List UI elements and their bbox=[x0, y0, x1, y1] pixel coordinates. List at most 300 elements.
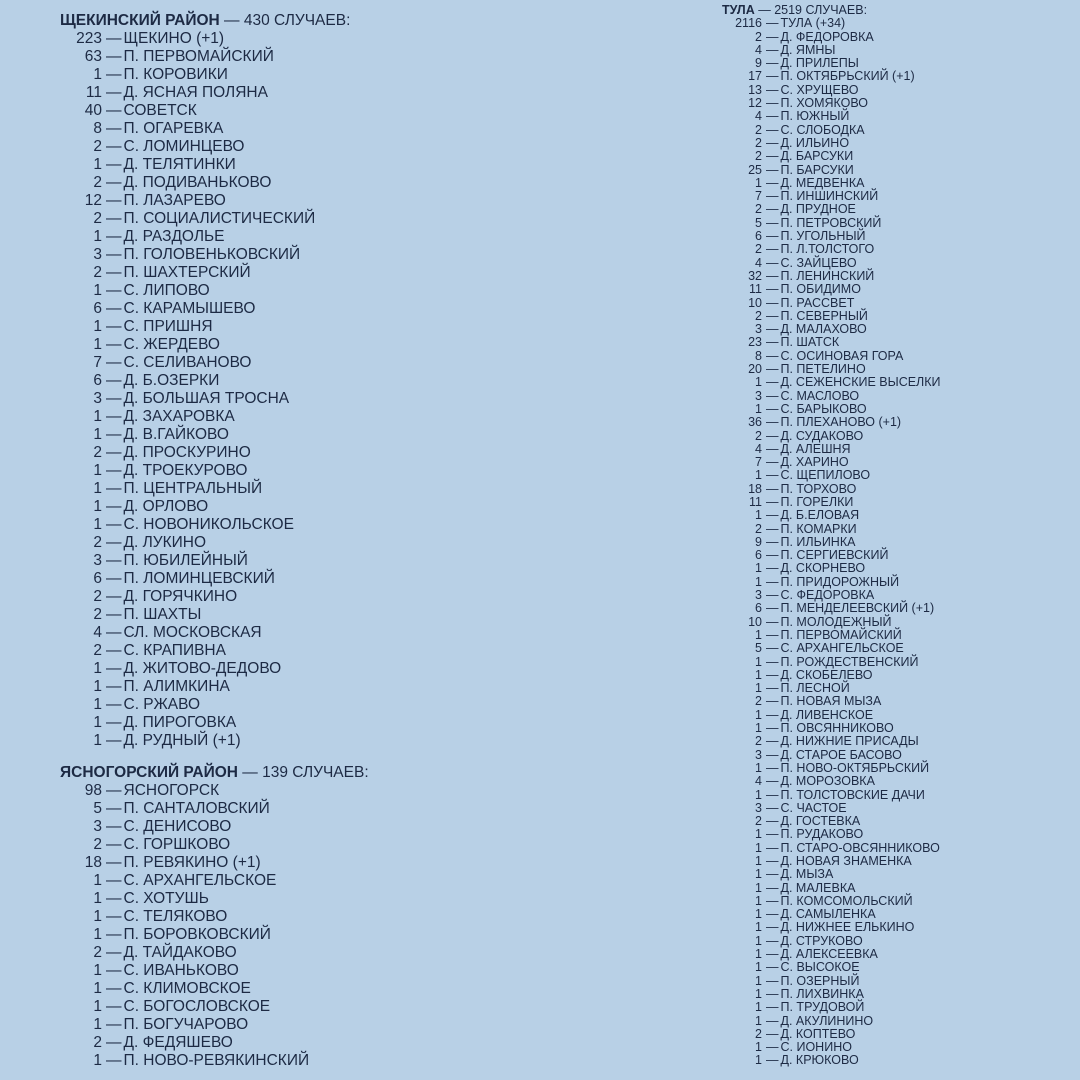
locality-name: Д. ОРЛОВО bbox=[123, 498, 209, 515]
case-count: 7 bbox=[755, 189, 762, 204]
case-count: 1 bbox=[93, 998, 102, 1015]
locality-row bbox=[722, 270, 1072, 283]
locality-name: ТУЛА (+34) bbox=[780, 16, 846, 31]
case-count: 1 bbox=[755, 960, 762, 975]
locality-name: С. БОГОСЛОВСКОЕ bbox=[123, 998, 271, 1015]
case-count: 1 bbox=[93, 408, 102, 425]
locality-name: П. ОЗЕРНЫЙ bbox=[780, 973, 860, 988]
locality-row bbox=[60, 228, 660, 246]
separator-dash: — bbox=[766, 973, 779, 988]
separator-dash: — bbox=[766, 707, 779, 722]
separator-dash: — bbox=[766, 16, 779, 31]
case-count: 1 bbox=[93, 962, 102, 979]
case-count: 10 bbox=[748, 614, 762, 629]
separator-dash: — bbox=[106, 872, 122, 889]
locality-row bbox=[60, 120, 660, 138]
case-count: 2 bbox=[755, 135, 762, 150]
case-count: 1 bbox=[755, 561, 762, 576]
case-count: 6 bbox=[755, 229, 762, 244]
locality-name: Д. В.ГАЙКОВО bbox=[123, 426, 229, 443]
locality-row bbox=[60, 102, 660, 120]
case-count: 1 bbox=[93, 282, 102, 299]
separator-dash: — bbox=[766, 854, 779, 868]
case-count: 1 bbox=[93, 732, 102, 749]
locality-name: С. БАРЫКОВО bbox=[780, 401, 867, 416]
locality-name: Д. ХАРИНО bbox=[780, 455, 849, 470]
case-count: 1 bbox=[755, 401, 762, 416]
locality-row bbox=[60, 534, 660, 552]
locality-row bbox=[60, 354, 660, 372]
separator-dash: — bbox=[766, 521, 779, 536]
case-count: 20 bbox=[748, 362, 762, 377]
locality-name: П. ОБИДИМО bbox=[780, 282, 861, 297]
case-count: 1 bbox=[755, 787, 762, 802]
locality-row bbox=[722, 70, 1072, 83]
locality-name: С. ОСИНОВАЯ ГОРА bbox=[780, 348, 904, 363]
case-count: 6 bbox=[93, 372, 102, 389]
locality-row bbox=[60, 156, 660, 174]
locality-name: Д. РУДНЫЙ (+1) bbox=[123, 732, 241, 749]
case-count: 4 bbox=[93, 624, 102, 641]
locality-name: С. АРХАНГЕЛЬСКОЕ bbox=[780, 641, 904, 656]
case-count: 2 bbox=[93, 1034, 102, 1051]
case-count: 1 bbox=[93, 66, 102, 83]
locality-row bbox=[722, 190, 1072, 203]
locality-name: П. ПЕТРОВСКИЙ bbox=[780, 215, 882, 230]
case-count: 223 bbox=[76, 30, 102, 47]
locality-row bbox=[722, 84, 1072, 97]
locality-row bbox=[722, 935, 1072, 948]
locality-name: Д. АЛЕКСЕЕВКА bbox=[780, 947, 878, 962]
locality-row bbox=[722, 217, 1072, 230]
separator-dash: — bbox=[106, 192, 122, 209]
case-count: 4 bbox=[755, 774, 762, 789]
locality-name: Д. ГОРЯЧКИНО bbox=[123, 588, 238, 605]
case-count: 2 bbox=[755, 29, 762, 44]
case-count: 12 bbox=[84, 192, 102, 209]
case-count: 2 bbox=[755, 242, 762, 257]
locality-row bbox=[60, 800, 660, 818]
case-count: 1 bbox=[93, 660, 102, 677]
separator-dash: — bbox=[766, 1000, 779, 1015]
locality-row bbox=[722, 988, 1072, 1001]
case-count: 6 bbox=[755, 601, 762, 616]
locality-row bbox=[722, 562, 1072, 575]
separator-dash: — bbox=[766, 69, 779, 84]
case-count: 3 bbox=[755, 322, 762, 337]
case-count: 1 bbox=[755, 681, 762, 696]
case-count: 1 bbox=[93, 1016, 102, 1033]
case-count: 8 bbox=[93, 120, 102, 137]
locality-row bbox=[722, 31, 1072, 44]
case-count: 1 bbox=[755, 667, 762, 682]
locality-name: П. СОЦИАЛИСТИЧЕСКИЙ bbox=[123, 210, 316, 227]
locality-row bbox=[722, 948, 1072, 961]
region-header bbox=[60, 764, 660, 782]
case-count: 1 bbox=[755, 375, 762, 390]
separator-dash: — bbox=[766, 82, 779, 97]
locality-row bbox=[60, 372, 660, 390]
locality-name: П. РАССВЕТ bbox=[780, 295, 855, 310]
locality-row bbox=[60, 390, 660, 408]
separator-dash: — bbox=[106, 588, 122, 605]
separator-dash: — bbox=[766, 588, 779, 603]
locality-row bbox=[60, 84, 660, 102]
separator-dash: — bbox=[106, 660, 122, 677]
case-count: 1 bbox=[93, 498, 102, 515]
locality-name: Д. МАЛЕВКА bbox=[780, 880, 856, 895]
locality-row bbox=[722, 416, 1072, 429]
locality-row bbox=[722, 509, 1072, 522]
region-name: ТУЛА bbox=[722, 3, 755, 17]
separator-dash: — bbox=[766, 880, 779, 895]
separator-dash: — bbox=[106, 210, 122, 227]
case-count: 1 bbox=[755, 827, 762, 842]
separator-dash: — bbox=[766, 641, 779, 656]
locality-name: Д. ЯМНЫ bbox=[780, 42, 836, 57]
locality-name: П. СТАРО-ОВСЯННИКОВО bbox=[780, 840, 940, 855]
locality-name: С. ИВАНЬКОВО bbox=[123, 962, 239, 979]
separator-dash: — bbox=[766, 893, 779, 908]
case-count: 1 bbox=[755, 907, 762, 922]
locality-name: С. ХРУЩЕВО bbox=[780, 82, 859, 97]
locality-name: Д. АКУЛИНИНО bbox=[780, 1013, 874, 1028]
case-count: 1 bbox=[755, 721, 762, 736]
locality-row bbox=[722, 1054, 1072, 1067]
locality-name: С. ТЕЛЯКОВО bbox=[123, 908, 228, 925]
locality-name: С. ФЕДОРОВКА bbox=[780, 588, 875, 603]
separator-dash: — bbox=[766, 907, 779, 922]
separator-dash: — bbox=[106, 84, 122, 101]
locality-row bbox=[60, 1052, 660, 1070]
locality-name: С. ХОТУШЬ bbox=[123, 890, 209, 907]
locality-row bbox=[722, 496, 1072, 509]
case-count: 3 bbox=[755, 388, 762, 403]
region-name: ЯСНОГОРСКИЙ РАЙОН bbox=[60, 764, 238, 781]
locality-name: С. КАРАМЫШЕВО bbox=[123, 300, 256, 317]
locality-name: Д. ТЕЛЯТИНКИ bbox=[123, 156, 236, 173]
separator-dash: — bbox=[106, 390, 122, 407]
case-count: 8 bbox=[755, 348, 762, 363]
locality-name: Д. ЖИТОВО-ДЕДОВО bbox=[123, 660, 282, 677]
case-count: 11 bbox=[85, 84, 102, 101]
locality-name: С. СЛОБОДКА bbox=[780, 122, 865, 137]
locality-row bbox=[60, 318, 660, 336]
case-count: 1 bbox=[755, 1013, 762, 1028]
case-count: 2 bbox=[93, 174, 102, 191]
case-count: 3 bbox=[755, 588, 762, 603]
locality-row bbox=[60, 1016, 660, 1034]
case-count: 17 bbox=[748, 69, 762, 84]
locality-row bbox=[60, 336, 660, 354]
case-count: 40 bbox=[84, 102, 102, 119]
locality-name: П. ГОРЕЛКИ bbox=[780, 494, 854, 509]
case-count: 11 bbox=[749, 282, 762, 297]
locality-name: С. ДЕНИСОВО bbox=[123, 818, 232, 835]
separator-dash: — bbox=[106, 714, 122, 731]
locality-name: П. ПЕРВОМАЙСКИЙ bbox=[123, 48, 274, 65]
locality-row bbox=[60, 714, 660, 732]
case-count: 1 bbox=[93, 462, 102, 479]
locality-name: С. МАСЛОВО bbox=[780, 388, 860, 403]
locality-name: ЯСНОГОРСК bbox=[123, 782, 220, 799]
separator-dash: — bbox=[106, 998, 122, 1015]
locality-row bbox=[722, 669, 1072, 682]
separator-dash: — bbox=[106, 836, 122, 853]
locality-row bbox=[60, 552, 660, 570]
locality-name: Д. КОПТЕВО bbox=[780, 1026, 856, 1041]
locality-name: СЛ. МОСКОВСКАЯ bbox=[123, 624, 262, 641]
case-count: 1 bbox=[755, 880, 762, 895]
locality-row bbox=[722, 483, 1072, 496]
case-count: 5 bbox=[755, 641, 762, 656]
locality-name: П. САНТАЛОВСКИЙ bbox=[123, 800, 270, 817]
separator-dash: — bbox=[766, 840, 779, 855]
locality-name: Д. КРЮКОВО bbox=[780, 1053, 859, 1068]
separator-dash: — bbox=[766, 348, 779, 363]
locality-row bbox=[722, 523, 1072, 536]
locality-row bbox=[722, 150, 1072, 163]
locality-row bbox=[60, 426, 660, 444]
case-count: 2116 bbox=[735, 16, 762, 31]
case-count: 2 bbox=[755, 149, 762, 164]
separator-dash: — bbox=[766, 295, 779, 310]
locality-name: П. ЛАЗАРЕВО bbox=[123, 192, 226, 209]
separator-dash: — bbox=[766, 800, 779, 815]
case-count: 2 bbox=[93, 836, 102, 853]
separator-dash: — bbox=[766, 681, 779, 696]
locality-name: Д. ЛУКИНО bbox=[123, 534, 207, 551]
case-count: 10 bbox=[748, 295, 762, 310]
separator-dash: — bbox=[766, 175, 779, 190]
locality-name: Д. ЯСНАЯ ПОЛЯНА bbox=[123, 84, 268, 101]
separator-dash: — bbox=[766, 694, 779, 709]
case-count: 3 bbox=[755, 800, 762, 815]
locality-name: С. ЩЕПИЛОВО bbox=[780, 468, 871, 483]
locality-name: П. НОВАЯ МЫЗА bbox=[780, 694, 882, 709]
separator-dash: — bbox=[106, 498, 122, 515]
locality-name: С. СЕЛИВАНОВО bbox=[123, 354, 252, 371]
separator-dash: — bbox=[766, 388, 779, 403]
locality-name: С. ГОРШКОВО bbox=[123, 836, 231, 853]
case-count: 6 bbox=[755, 548, 762, 563]
locality-row bbox=[60, 48, 660, 66]
locality-row bbox=[60, 642, 660, 660]
separator-dash: — bbox=[766, 481, 779, 496]
case-count: 1 bbox=[93, 318, 102, 335]
case-count: 1 bbox=[755, 973, 762, 988]
case-count: 25 bbox=[748, 162, 762, 177]
case-count: 2 bbox=[755, 202, 762, 217]
case-count: 1 bbox=[755, 920, 762, 935]
locality-name: С. КРАПИВНА bbox=[123, 642, 226, 659]
locality-name: С. ВЫСОКОЕ bbox=[780, 960, 860, 975]
locality-row bbox=[722, 336, 1072, 349]
locality-name: Д. БОЛЬШАЯ ТРОСНА bbox=[123, 390, 290, 407]
locality-name: Д. ПИРОГОВКА bbox=[123, 714, 237, 731]
locality-row bbox=[722, 243, 1072, 256]
locality-row bbox=[722, 536, 1072, 549]
locality-name: Д. ФЕДЯШЕВО bbox=[123, 1034, 233, 1051]
separator-dash: — bbox=[766, 933, 779, 948]
case-count: 4 bbox=[755, 42, 762, 57]
case-count: 4 bbox=[755, 255, 762, 270]
separator-dash: — bbox=[106, 30, 122, 47]
locality-name: Д. ГОСТЕВКА bbox=[780, 814, 861, 829]
separator-dash: — bbox=[766, 362, 779, 377]
locality-row bbox=[60, 836, 660, 854]
locality-row bbox=[722, 164, 1072, 177]
locality-name: П. СЕРГИЕВСКИЙ bbox=[780, 548, 889, 563]
case-count: 9 bbox=[755, 534, 762, 549]
locality-row bbox=[60, 300, 660, 318]
case-count: 2 bbox=[755, 122, 762, 137]
region-section bbox=[722, 4, 1072, 1068]
locality-row bbox=[722, 443, 1072, 456]
locality-name: Д. БАРСУКИ bbox=[780, 149, 854, 164]
separator-dash: — bbox=[106, 854, 122, 871]
separator-dash: — bbox=[766, 162, 779, 177]
case-count: 7 bbox=[93, 354, 102, 371]
separator-dash: — bbox=[106, 462, 122, 479]
locality-row bbox=[722, 975, 1072, 988]
locality-name: П. РУДАКОВО bbox=[780, 827, 864, 842]
separator-dash: — bbox=[106, 642, 122, 659]
locality-row bbox=[722, 921, 1072, 934]
separator-dash: — bbox=[766, 1040, 779, 1055]
case-count: 1 bbox=[755, 468, 762, 483]
case-count: 2 bbox=[755, 521, 762, 536]
separator-dash: — bbox=[106, 156, 122, 173]
locality-name: Д. ПРОСКУРИНО bbox=[123, 444, 251, 461]
separator-dash: — bbox=[106, 228, 122, 245]
separator-dash: — bbox=[766, 920, 779, 935]
case-count: 5 bbox=[755, 215, 762, 230]
separator-dash: — bbox=[766, 455, 779, 470]
locality-name: С. ЛИПОВО bbox=[123, 282, 210, 299]
case-count: 98 bbox=[84, 782, 102, 799]
locality-name: С. ЗАЙЦЕВО bbox=[780, 255, 857, 270]
separator-dash: — bbox=[766, 534, 779, 549]
case-count: 63 bbox=[84, 48, 102, 65]
locality-row bbox=[722, 110, 1072, 123]
separator-dash: — bbox=[106, 782, 122, 799]
locality-name: С. ЛОМИНЦЕВО bbox=[123, 138, 245, 155]
locality-row bbox=[722, 1015, 1072, 1028]
locality-name: Д. НОВАЯ ЗНАМЕНКА bbox=[780, 854, 912, 868]
case-count: 1 bbox=[93, 714, 102, 731]
locality-row bbox=[722, 1001, 1072, 1014]
separator-dash: — bbox=[766, 189, 779, 204]
separator-dash: — bbox=[106, 962, 122, 979]
locality-row bbox=[60, 660, 660, 678]
locality-name: Д. СКОРНЕВО bbox=[780, 561, 866, 576]
separator-dash: — bbox=[766, 1013, 779, 1028]
region-total: — 430 СЛУЧАЕВ: bbox=[224, 12, 351, 29]
locality-name: П. КОМАРКИ bbox=[780, 521, 857, 536]
locality-name: П. ЦЕНТРАЛЬНЫЙ bbox=[123, 480, 263, 497]
locality-row bbox=[722, 124, 1072, 137]
locality-name: П. МОЛОДЕЖНЫЙ bbox=[780, 614, 892, 629]
locality-name: Д. МЫЗА bbox=[780, 867, 834, 882]
separator-dash: — bbox=[106, 426, 122, 443]
case-count: 2 bbox=[93, 944, 102, 961]
locality-row bbox=[60, 282, 660, 300]
case-count: 1 bbox=[93, 1052, 102, 1069]
separator-dash: — bbox=[766, 229, 779, 244]
locality-row bbox=[60, 890, 660, 908]
locality-name: П. ИЛЬИНКА bbox=[780, 534, 856, 549]
locality-row bbox=[60, 908, 660, 926]
separator-dash: — bbox=[766, 734, 779, 749]
separator-dash: — bbox=[106, 534, 122, 551]
locality-row bbox=[60, 498, 660, 516]
locality-row bbox=[722, 709, 1072, 722]
separator-dash: — bbox=[766, 494, 779, 509]
separator-dash: — bbox=[766, 574, 779, 589]
separator-dash: — bbox=[106, 890, 122, 907]
locality-row bbox=[722, 722, 1072, 735]
region-section bbox=[60, 764, 660, 1070]
separator-dash: — bbox=[106, 1016, 122, 1033]
case-count: 1 bbox=[93, 872, 102, 889]
separator-dash: — bbox=[766, 242, 779, 257]
locality-row bbox=[60, 678, 660, 696]
case-count: 18 bbox=[84, 854, 102, 871]
locality-row bbox=[722, 97, 1072, 110]
separator-dash: — bbox=[766, 827, 779, 842]
case-count: 2 bbox=[755, 734, 762, 749]
separator-dash: — bbox=[106, 354, 122, 371]
locality-name: С. НОВОНИКОЛЬСКОЕ bbox=[123, 516, 294, 533]
separator-dash: — bbox=[766, 947, 779, 962]
locality-row bbox=[722, 616, 1072, 629]
locality-row bbox=[722, 350, 1072, 363]
case-count: 3 bbox=[755, 747, 762, 762]
case-count: 1 bbox=[755, 933, 762, 948]
locality-row bbox=[60, 854, 660, 872]
locality-name: П. БОГУЧАРОВО bbox=[123, 1016, 249, 1033]
locality-row bbox=[722, 576, 1072, 589]
locality-name: П. ТРУДОВОЙ bbox=[780, 1000, 865, 1015]
locality-name: П. АЛИМКИНА bbox=[123, 678, 230, 695]
locality-row bbox=[722, 682, 1072, 695]
locality-row bbox=[60, 818, 660, 836]
locality-row bbox=[60, 246, 660, 264]
case-count: 5 bbox=[93, 800, 102, 817]
case-count: 2 bbox=[93, 210, 102, 227]
locality-name: П. НОВО-РЕВЯКИНСКИЙ bbox=[123, 1052, 310, 1069]
locality-name: П. ЛИХВИНКА bbox=[780, 986, 864, 1001]
locality-row bbox=[722, 403, 1072, 416]
case-count: 1 bbox=[93, 696, 102, 713]
case-count: 1 bbox=[755, 1040, 762, 1055]
locality-name: Д. ЛИВЕНСКОЕ bbox=[780, 707, 874, 722]
locality-name: С. ЖЕРДЕВО bbox=[123, 336, 220, 353]
locality-row bbox=[60, 462, 660, 480]
separator-dash: — bbox=[106, 696, 122, 713]
separator-dash: — bbox=[766, 441, 779, 456]
separator-dash: — bbox=[106, 678, 122, 695]
locality-name: П. ОГАРЕВКА bbox=[123, 120, 224, 137]
locality-row bbox=[722, 908, 1072, 921]
locality-row bbox=[722, 629, 1072, 642]
case-count: 1 bbox=[755, 947, 762, 962]
locality-row bbox=[722, 815, 1072, 828]
locality-row bbox=[722, 549, 1072, 562]
locality-name: П. НОВО-ОКТЯБРЬСКИЙ bbox=[780, 760, 930, 775]
locality-row bbox=[60, 174, 660, 192]
